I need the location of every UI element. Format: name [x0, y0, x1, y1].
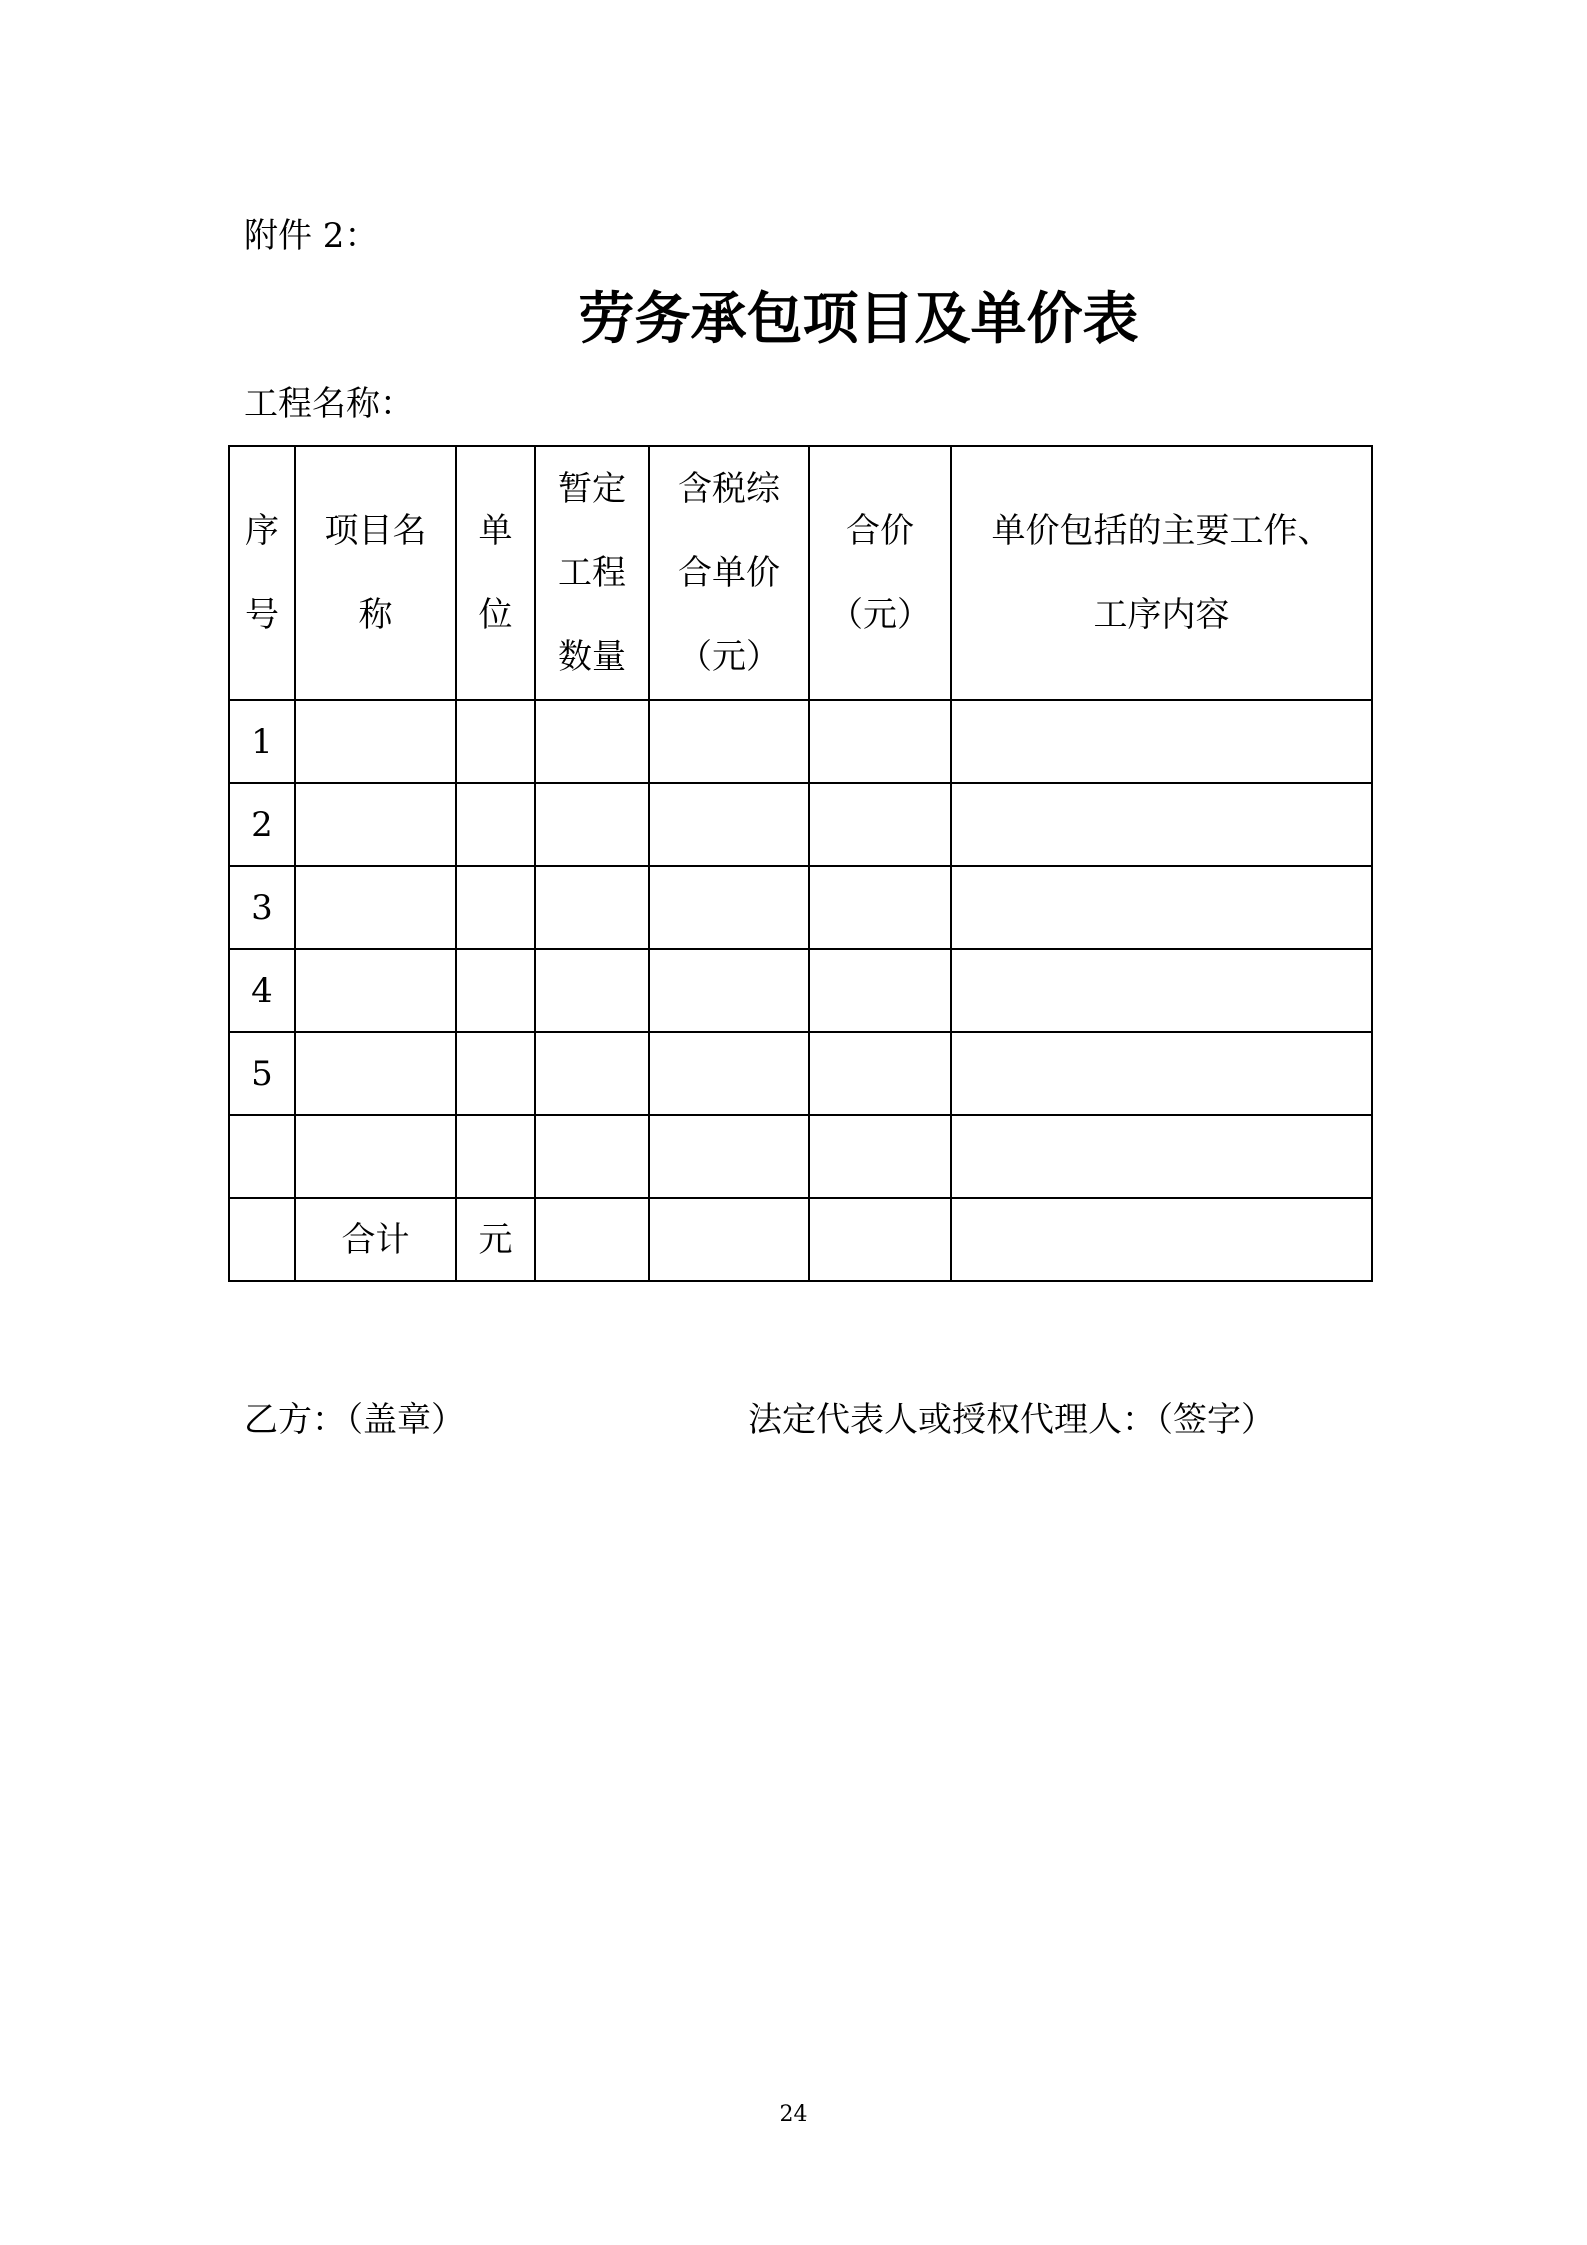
table-cell: 1 [229, 700, 295, 783]
table-row [229, 1032, 1372, 1115]
table-cell [295, 866, 456, 949]
table-cell [535, 1032, 649, 1115]
table-cell [295, 783, 456, 866]
table-row [229, 949, 1372, 1032]
legal-representative-signature-label: 法定代表人或授权代理人：（签字） [748, 1400, 1275, 1440]
header-cell-unit-price: 含税综 合单价 （元） [649, 446, 809, 700]
header-cell-total-price: 合价 （元） [809, 446, 951, 700]
table-cell [456, 783, 535, 866]
table-cell [295, 1032, 456, 1115]
table-cell: 3 [229, 866, 295, 949]
table-cell [456, 700, 535, 783]
document-title: 劳务承包项目及单价表 [578, 287, 1139, 352]
table-cell [809, 949, 951, 1032]
table-cell [951, 1198, 1372, 1281]
table-cell [535, 1198, 649, 1281]
table-cell [809, 1198, 951, 1281]
table-cell [951, 866, 1372, 949]
table-cell [535, 783, 649, 866]
header-cell-item-name: 项目名 称 [295, 446, 456, 700]
table-row [229, 700, 1372, 783]
table-cell [295, 949, 456, 1032]
table-row [229, 783, 1372, 866]
table-cell [295, 1115, 456, 1198]
table-cell [649, 866, 809, 949]
table-cell: 4 [229, 949, 295, 1032]
table-cell [535, 700, 649, 783]
header-cell-quantity: 暂定 工程 数量 [535, 446, 649, 700]
table-cell [456, 1032, 535, 1115]
project-name-label: 工程名称： [244, 384, 414, 424]
table-cell [456, 1115, 535, 1198]
table-cell [535, 1115, 649, 1198]
total-label-cell: 合计 [295, 1198, 456, 1281]
table-cell [649, 1032, 809, 1115]
table-cell [649, 700, 809, 783]
table-cell [649, 949, 809, 1032]
table-cell: 5 [229, 1032, 295, 1115]
table-cell [649, 1198, 809, 1281]
table-cell [951, 783, 1372, 866]
table-cell [809, 1032, 951, 1115]
header-cell-work-content: 单价包括的主要工作、 工序内容 [951, 446, 1372, 700]
table-cell: 2 [229, 783, 295, 866]
table-header-row [229, 446, 1372, 700]
table-row [229, 866, 1372, 949]
table-cell [456, 949, 535, 1032]
table-cell [809, 700, 951, 783]
page-number: 24 [779, 2102, 808, 2127]
table-cell [456, 866, 535, 949]
table-total-row [229, 1198, 1372, 1281]
table-cell [951, 949, 1372, 1032]
table-cell [229, 1115, 295, 1198]
table-row [229, 1115, 1372, 1198]
labor-price-table [228, 445, 1373, 1282]
table-cell [809, 1115, 951, 1198]
total-unit-cell: 元 [456, 1198, 535, 1281]
table-cell [649, 1115, 809, 1198]
table-cell [809, 783, 951, 866]
table-cell [809, 866, 951, 949]
header-cell-seq: 序 号 [229, 446, 295, 700]
table-cell [229, 1198, 295, 1281]
table-cell [535, 866, 649, 949]
party-a-seal-label: 乙方：（盖章） [244, 1400, 465, 1440]
attachment-label: 附件 2： [244, 216, 379, 256]
table-cell [535, 949, 649, 1032]
table-cell [649, 783, 809, 866]
table-cell [295, 700, 456, 783]
table-cell [951, 1115, 1372, 1198]
table-cell [951, 700, 1372, 783]
table-cell [951, 1032, 1372, 1115]
header-cell-unit: 单 位 [456, 446, 535, 700]
